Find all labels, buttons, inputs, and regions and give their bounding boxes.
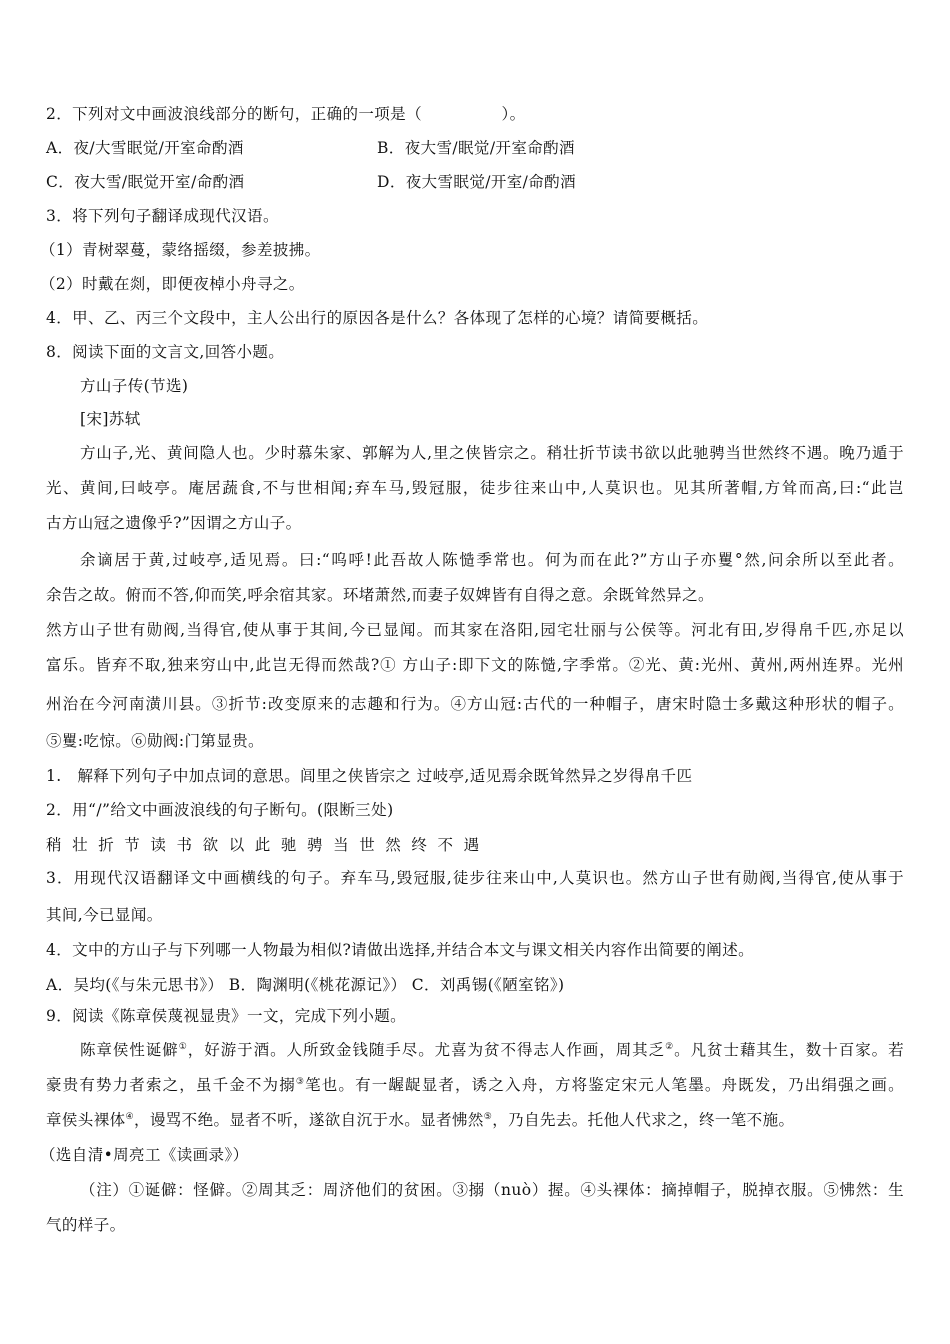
q8-passage-title: 方山子传(节选)	[80, 377, 189, 395]
q9-passage-line: 章侯头裸体④，谩骂不绝。显者不听，遂欲自沉于水。显者怫然⑤，乃自先去。托他人代求之，终一笔不施。	[46, 1111, 795, 1129]
q9-notes-line: 气的样子。	[46, 1216, 126, 1234]
q8-subq-2-sentence: 稍壮折节读书欲以此驰骋当世然终不遇	[46, 836, 490, 854]
q8-passage-author: [宋]苏轼	[80, 410, 141, 428]
footnote-ref: ②	[665, 1041, 675, 1052]
q8-subq-3-cont: 其间,今已显闻。	[46, 906, 163, 924]
q8-subq-2: 2．用“/”给文中画波浪线的句子断句。(限断三处)	[46, 801, 394, 819]
q2-option-c: C．夜大雪/眠觉开室/命酌酒	[46, 173, 245, 191]
q3-item-2: （2）时戴在剡，即便夜棹小舟寻之。	[40, 275, 305, 293]
q4-stem: 4．甲、乙、丙三个文段中，主人公出行的原因各是什么？各体现了怎样的心境？请简要概括。	[46, 309, 709, 327]
q8-passage-line: 余告之故。俯而不答,仰而笑,呼余宿其家。环堵萧然,而妻子奴婢皆有自得之意。余既耸然异之。	[46, 586, 714, 604]
q8-passage-line: 古方山冠之遗像乎?”因谓之方山子。	[46, 514, 302, 532]
q2-option-a: A．夜/大雪眠觉/开室命酌酒	[46, 139, 244, 157]
q8-notes-line: ⑤矍:吃惊。⑥勋阀:门第显贵。	[46, 732, 264, 750]
q8-subq-4: 4．文中的方山子与下列哪一人物最为相似?请做出选择,并结合本文与课文相关内容作出简要的阐述。	[46, 941, 755, 959]
q2-option-b: B．夜大雪/眠觉/开室命酌酒	[377, 139, 575, 157]
q9-passage-line: 陈章侯性诞僻①，好游于酒。人所致金钱随手尽。尤喜为贫不得志人作画，周其乏②。凡贫士藉其生，数十百家。若	[80, 1041, 905, 1059]
q8-subq-1: 1. 解释下列句子中加点词的意思。闾里之侠皆宗之 过岐亭,适见焉余既耸然异之岁得帛千匹	[46, 767, 693, 785]
q8-stem: 8．阅读下面的文言文,回答小题。	[46, 343, 285, 361]
q9-stem: 9．阅读《陈章侯蔑视显贵》一文，完成下列小题。	[46, 1007, 407, 1025]
q8-passage-line: 富乐。皆弃不取,独来穷山中,此岂无得而然哉?① 方山子:即下文的陈慥,字季常。②光、黄:光州、黄州,两州连界。光州	[46, 656, 904, 674]
footnote-ref: ③	[295, 1076, 306, 1087]
q8-passage-line: 然方山子世有勋阀,当得官,使从事于其间,今已显闻。而其家在洛阳,园宅壮丽与公侯等。河北有田,岁得帛千匹,亦足以	[46, 621, 904, 639]
q8-subq-3: 3．用现代汉语翻译文中画横线的句子。弃车马,毁冠服,徒步往来山中,人莫识也。然方山子世有勋阀,当得官,使从事于	[46, 869, 905, 887]
q8-subq-4-options: A．吴均(《与朱元思书》） B．陶渊明(《桃花源记》） C．刘禹锡(《陋室铭》)	[46, 976, 565, 994]
footnote-ref: ①	[178, 1041, 188, 1052]
q8-notes-line: 州治在今河南潢川县。③折节:改变原来的志趣和行为。④方山冠:古代的一种帽子，唐宋时隐士多戴这种形状的帽子。	[46, 695, 904, 713]
q8-passage-line: 光、黄间,曰岐亭。庵居蔬食,不与世相闻;弃车马,毁冠服，徒步往来山中,人莫识也。见其所著帽,方耸而高,曰:“此岂	[46, 479, 904, 497]
q9-notes-line: （注）①诞僻：怪僻。②周其乏：周济他们的贫困。③搦（nuò）握。④头裸体：摘掉帽子，脱掉衣服。⑤怫然：生	[80, 1181, 904, 1199]
q2-stem: 2．下列对文中画波浪线部分的断句，正确的一项是（ ）。	[46, 105, 526, 123]
q9-passage-line: 豪贵有势力者索之，虽千金不为搦③笔也。有一龌龊显者，诱之入舟，方将鉴定宋元人笔墨。舟既发，乃出绢强之画。	[46, 1076, 904, 1094]
footnote-ref: ④	[125, 1111, 134, 1122]
q3-stem: 3．将下列句子翻译成现代汉语。	[46, 207, 279, 225]
q8-passage-line: 方山子,光、黄间隐人也。少时慕朱家、郭解为人,里之侠皆宗之。稍壮折节读书欲以此驰骋当世然终不遇。晚乃遁于	[80, 444, 904, 462]
q9-source: （选自清•周亮工《读画录》）	[40, 1146, 249, 1164]
q3-item-1: （1）青树翠蔓，蒙络摇缀，参差披拂。	[40, 241, 321, 259]
footnote-ref: ⑤	[483, 1111, 493, 1122]
q2-option-d: D．夜大雪眠觉/开室/命酌酒	[377, 173, 576, 191]
q8-passage-line: 余谪居于黄,过岐亭,适见焉。曰:“呜呼!此吾故人陈慥季常也。何为而在此?”方山子亦矍°然,问余所以至此者。	[80, 551, 904, 569]
